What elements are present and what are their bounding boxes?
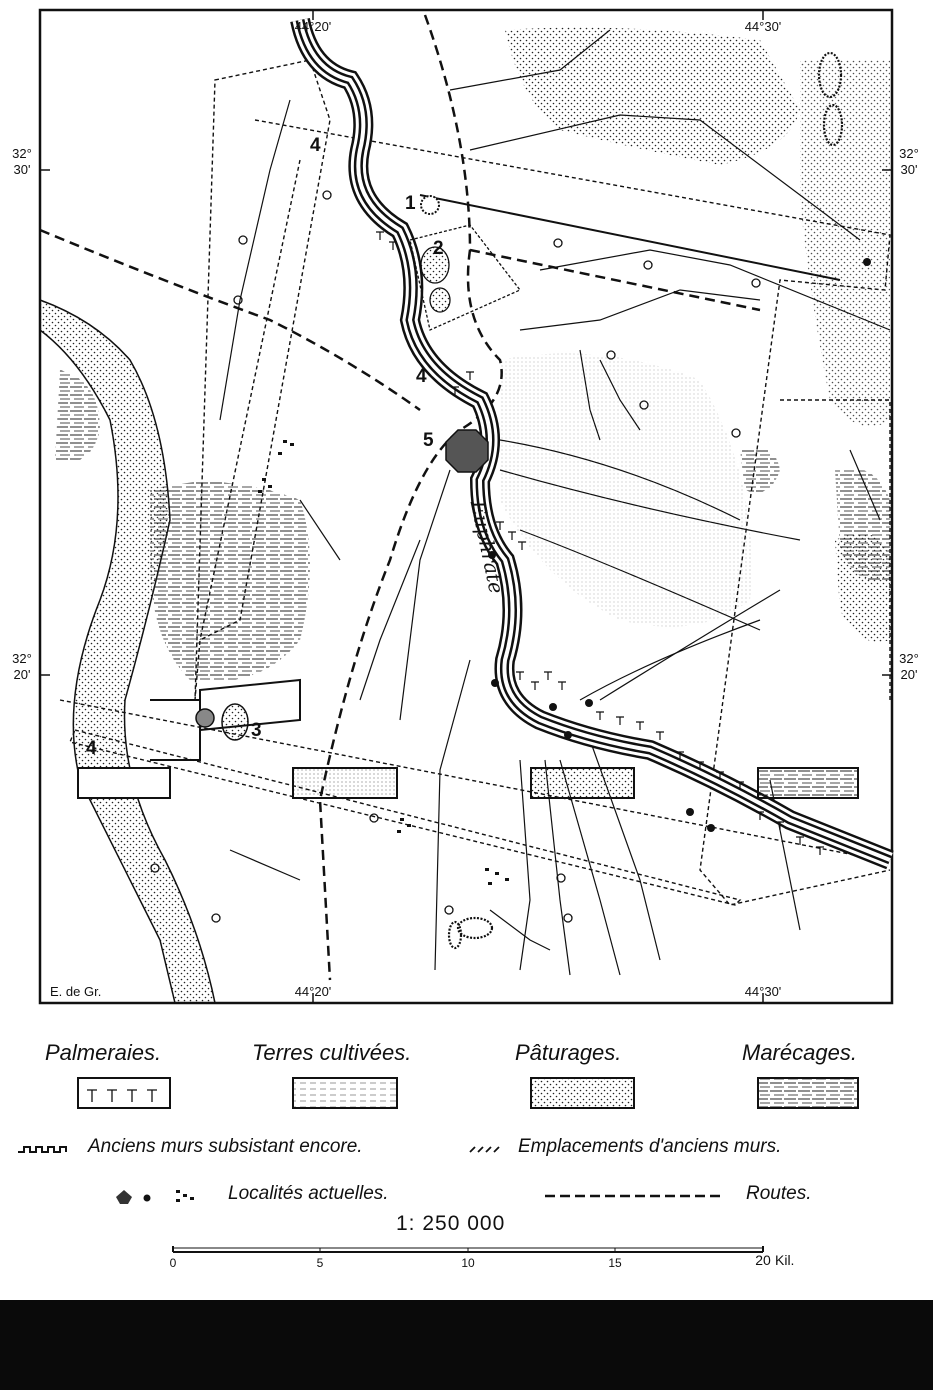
lon-bottom-left: 44°20' xyxy=(294,984,332,999)
scale-tick-10: 10 xyxy=(461,1256,475,1270)
babylon-ruins xyxy=(410,225,520,330)
site-number-2: 2 xyxy=(433,238,444,259)
site-number-4a: 4 xyxy=(310,135,321,156)
site-number-1: 1 xyxy=(405,193,416,214)
legend-routes: Routes. xyxy=(746,1183,812,1204)
site-number-4c: 4 xyxy=(86,738,97,759)
scale-tick-0: 0 xyxy=(169,1256,177,1270)
river-label: Euphrate xyxy=(465,498,509,596)
swatch-marecages xyxy=(758,768,858,798)
scale-tick-15: 15 xyxy=(608,1256,622,1270)
site-number-3: 3 xyxy=(251,720,262,741)
site-number-5: 5 xyxy=(423,430,434,451)
legend-paturages: Pâturages. xyxy=(515,1040,622,1065)
lon-top-right: 44°30' xyxy=(744,19,782,34)
legend-palmeraies: Palmeraies. xyxy=(45,1040,162,1065)
legend-marecages: Marécages. xyxy=(742,1040,857,1065)
scale-ratio: 1: 250 000 xyxy=(396,1212,506,1235)
cultivated-lands xyxy=(500,353,751,626)
legend-anciens-murs: Anciens murs subsistant encore. xyxy=(88,1136,363,1157)
lat-upper-right-min: 30' xyxy=(900,162,918,177)
lat-upper-right-deg: 32° xyxy=(899,146,919,161)
hilla-town xyxy=(446,430,488,472)
lat-lower-right-deg: 32° xyxy=(899,651,919,666)
scale-tick-5: 5 xyxy=(316,1256,324,1270)
bottom-band xyxy=(0,1300,933,1390)
scale-unit: Kil. xyxy=(775,1252,795,1268)
lon-bottom-right: 44°30' xyxy=(744,984,782,999)
site-mound-1 xyxy=(421,196,439,214)
legend-emplacements: Emplacements d'anciens murs. xyxy=(518,1136,782,1157)
lat-upper-left-min: 30' xyxy=(13,162,31,177)
legend-terres-cultivees: Terres cultivées. xyxy=(252,1040,412,1065)
swatch-palmeraies xyxy=(78,768,170,798)
legend-localites: Localités actuelles. xyxy=(228,1183,389,1204)
map-credit: E. de Gr. xyxy=(50,984,102,999)
scale-tick-20: 20 xyxy=(755,1252,771,1268)
lat-lower-right-min: 20' xyxy=(900,667,918,682)
lat-lower-left-deg: 32° xyxy=(12,651,32,666)
swatch-paturages xyxy=(531,768,634,798)
lon-top-left: 44°20' xyxy=(294,19,332,34)
lat-upper-left-deg: 32° xyxy=(12,146,32,161)
site-number-4b: 4 xyxy=(416,366,427,387)
lat-lower-left-min: 20' xyxy=(13,667,31,682)
site-mounds-3 xyxy=(196,704,248,740)
swatch-terres xyxy=(293,768,397,798)
